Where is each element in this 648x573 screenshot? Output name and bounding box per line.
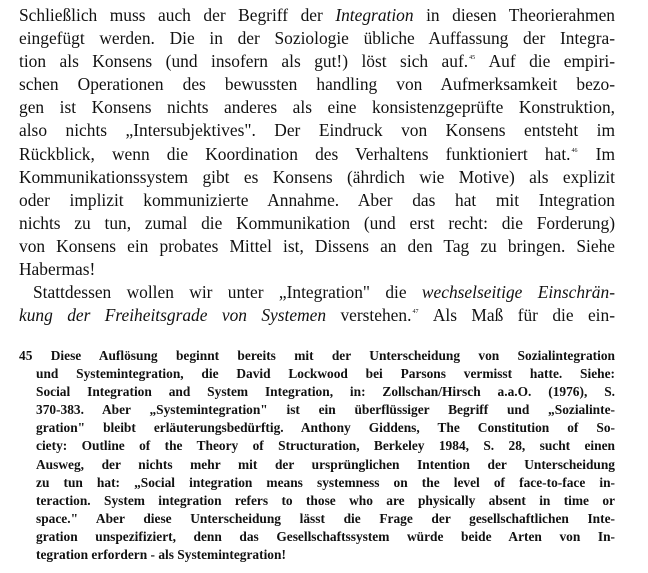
footnote-marker[interactable]: 46 [571,147,578,154]
footnote-line: gration unspezifiziert, denn das Gesellschaftssystem würde beide Arten von In- [36,528,615,544]
body-line: also nichts „Intersubjektives". Der Eindruck von Konsens entsteht im [19,120,615,141]
body-line: Habermas! [19,259,96,280]
footnote-line: Social Integration and System Integration, in: Zollschan/Hirsch a.a.O. (1976), S. [36,384,615,400]
body-line [19,281,615,304]
body-line [19,4,615,27]
footnote-45 [19,347,615,564]
text-run: Diese Auflösung beginnt bereits mit der Unterscheidung von Sozialintegration [50,348,615,363]
body-line [19,143,615,166]
text-run: Stattdessen wollen wir unter „Integration" die [33,282,422,303]
body-line [19,50,615,73]
footnote-marker[interactable]: 47 [412,309,419,316]
footnote-line: zu tun hat: „Social integration means systemness on the level of face-to-face in- [36,474,615,490]
text-run: Im [578,143,615,164]
body-line [19,304,615,327]
body-line: eingefügt werden. Die in der Soziologie übliche Auffassung der Integra- [19,28,615,49]
body-line: gen ist Konsens nichts anderes als eine konsistenzgeprüfte Konstruktion, [19,97,615,118]
footnote-line: teraction. System integration refers to those who are physically absent in time or [36,492,615,508]
footnote-line: und Systemintegration, die David Lockwood bei Parsons vermisst hatte. Siehe: [36,366,615,382]
footnote-line: ciety: Outline of the Theory of Structuration, Berkeley 1984, S. 28, sucht einen [36,438,615,454]
text-run: Schließlich muss auch der Begriff der [19,5,336,25]
emphasis-text: kung der Freiheitsgrade von Systemen [19,305,327,326]
body-text [19,4,615,327]
body-line: schen Operationen des bewussten handling von Aufmerksamkeit bezo- [19,74,615,95]
footnote-marker[interactable]: 45 [469,55,476,62]
text-run: tion als Konsens (und insofern als gut!) löst sich auf. [19,51,469,72]
text-run: Rückblick, wenn die Koordination des Verhaltens funktioniert hat. [19,143,571,164]
footnote-line: Ausweg, der nichts mehr mit der ursprünglichen Intention der Unterscheidung [36,456,615,472]
text-run: verstehen. [326,305,412,326]
body-line: Kommunikationssystem gibt es Konsens (ährdich wie Motive) als explizit [19,166,615,187]
footnote-line: space." Aber diese Unterscheidung lässt die Frage der gesellschaftlichen Inte- [36,510,615,526]
body-line: oder implizit kommunizierte Annahme. Aber das hat mit Integration [19,189,615,210]
document-page [19,4,615,327]
footnote-line: gration" bleibt erläuterungsbedürftig. Anthony Giddens, The Constitution of So- [36,420,615,436]
emphasis-text: wechselseitige Einschrän- [421,282,615,303]
footnote-line [19,347,615,365]
text-run: Auf die empiri- [476,51,615,72]
footnote-number: 45 [19,348,33,363]
text-run: in diesen Theorierahmen [413,5,616,25]
footnote-line: 370-383. Aber „Systemintegration" ist ein überflüssiger Begriff und „Sozialinte- [36,402,615,418]
body-line: nichts zu tun, zumal die Kommunikation (und erst recht: die Forderung) [19,212,615,233]
text-run: Als Maß für die ein- [419,305,615,326]
body-line: von Konsens ein probates Mittel ist, Dissens an den Tag zu bringen. Siehe [19,235,615,256]
footnote-line: tegration erfordern - als Systemintegration! [36,547,286,563]
emphasis-text: Integration [335,5,414,25]
